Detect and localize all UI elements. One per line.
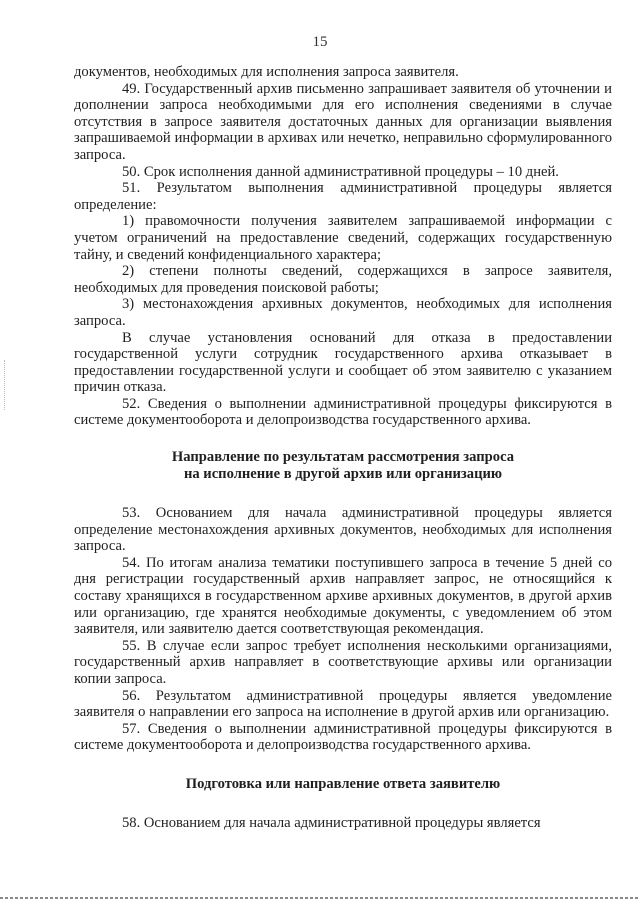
paragraph-56: 56. Результатом административной процедуры является уведомление заявителя о направлении его запроса на исполнение в другой архив или организацию. (74, 687, 612, 721)
section-title-line-2: на исполнение в другой архив или организацию (183, 466, 503, 483)
paragraph-50: 50. Срок исполнения данной административной процедуры – 10 дней. (122, 163, 559, 180)
paragraph-57: 57. Сведения о выполнении административной процедуры фиксируются в системе документооборота и делопроизводства государственного архива. (74, 720, 612, 754)
paragraph-55: 55. В случае если запрос требует исполнения несколькими организациями, государственный архив направляет в соответствующие архивы или организации копии запроса. (74, 637, 612, 687)
section-title-redirect (74, 449, 612, 483)
list-item-3: 3) местонахождения архивных документов, необходимых для исполнения запроса. (74, 296, 612, 329)
document-body (74, 64, 612, 832)
paragraph-51: 51. Результатом выполнения административной процедуры является определение: (74, 180, 612, 213)
scan-bottom-edge (0, 897, 640, 899)
list-item-2: 2) степени полноты сведений, содержащихся в запросе заявителя, необходимых для проведения поисковой работы; (74, 263, 612, 296)
paragraph-49: 49. Государственный архив письменно запрашивает заявителя об уточнении и дополнении запроса необходимыми для его исполнения сведениями в случае отсутствия в запросе заявителя достаточных данных для организации выявления запрашиваемой информации в архивах или нечетко, неправильно сформулированного запроса. (74, 80, 612, 163)
paragraph-53: 53. Основанием для начала административной процедуры является определение местонахождения архивных документов, необходимых для исполнения запроса. (74, 505, 612, 555)
paragraph-54: 54. По итогам анализа тематики поступившего запроса в течение 5 дней со дня регистрации государственный архив направляет запрос, не относящийся к составу хранящихся в государственном архиве архивных документов, в другой архив или организацию, где хранятся необходимые документы, с уведомлением об этом заявителя, или заявителю дается соответствующая рекомендация. (74, 554, 612, 638)
list-item-1: 1) правомочности получения заявителем запрашиваемой информации с учетом ограничений на предоставление сведений, содержащих государственную тайну, и сведений конфиденциального характера; (74, 213, 612, 263)
page-number: 15 (312, 34, 328, 50)
paragraph-refusal: В случае установления оснований для отказа в предоставлении государственной услуги сотрудник государственного архива отказывает в предоставлении государственной услуги и сообщает об этом заявителю с указанием причин отказа. (74, 329, 612, 396)
section-title-response: Подготовка или направление ответа заявителю (185, 775, 501, 792)
paragraph-58: 58. Основанием для начала административной процедуры является (122, 814, 541, 831)
scan-margin-mark (4, 360, 6, 410)
paragraph-52: 52. Сведения о выполнении административной процедуры фиксируются в системе документооборота и делопроизводства государственного архива. (74, 395, 612, 429)
paragraph-continuation: документов, необходимых для исполнения запроса заявителя. (74, 64, 459, 80)
section-title-line-1: Направление по результатам рассмотрения запроса (171, 449, 515, 466)
